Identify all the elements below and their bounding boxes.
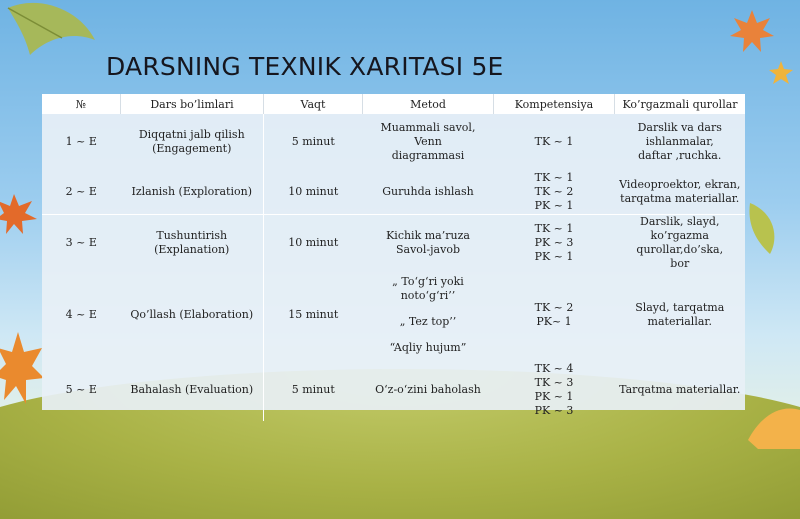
- leaf-icon: [738, 400, 800, 449]
- header-method: Metod: [363, 94, 494, 114]
- table-row: [42, 215, 745, 272]
- cell-competency: TK ~ 1 PK ~ 3 PK ~ 1: [534, 222, 574, 263]
- cell-tools: Videoproektor, ekran, tarqatma materiallar.: [615, 170, 746, 215]
- cell-method: Guruhda ishlash: [363, 170, 494, 215]
- lesson-plan-table: [42, 94, 745, 417]
- table-row: [42, 271, 745, 359]
- cell-method: O‘z-o‘zini baholash: [375, 383, 481, 396]
- table-row: [42, 359, 745, 421]
- cell-number: 3 ~ E: [65, 236, 97, 249]
- cell-number: 2 ~ E: [42, 170, 121, 215]
- cell-number: 5 ~ E: [65, 383, 97, 396]
- header-tools: Ko’rgazmali qurollar: [615, 94, 746, 114]
- cell-competency: TK ~ 1 TK ~ 2 PK ~ 1: [494, 170, 615, 215]
- cell-time: 5 minut: [291, 383, 335, 396]
- cell-time: 10 minut: [288, 236, 339, 249]
- cell-section: Bahalash (Evaluation): [121, 359, 264, 421]
- cell-section: Izlanish (Exploration): [121, 170, 264, 215]
- cell-section: Qo’llash (Elaboration): [121, 271, 264, 359]
- cell-method: Muammali savol, Venn diagrammasi: [380, 121, 476, 162]
- cell-method: „ To‘g‘ri yoki noto‘g‘ri’’ „ Tez top’’ “Aqliy hujum”: [389, 275, 467, 354]
- cell-tools: Darslik, slayd, ko’rgazma qurollar,do’ska, bor: [636, 215, 724, 270]
- table-row: [42, 114, 745, 170]
- header-section: Dars bo’limlari: [121, 94, 264, 114]
- cell-tools: Slayd, tarqatma materiallar.: [635, 301, 725, 328]
- cell-time: 15 minut: [288, 308, 339, 321]
- cell-number: 4 ~ E: [65, 308, 97, 321]
- cell-number: 1 ~ E: [65, 135, 97, 148]
- cell-time: 10 minut: [264, 170, 363, 215]
- header-time: Vaqt: [264, 94, 363, 114]
- cell-section: Diqqatni jalb qilish (Engagement): [121, 114, 264, 170]
- maple-leaf-icon: [0, 192, 40, 236]
- leaf-icon: [0, 0, 110, 60]
- table-header-row: [42, 94, 745, 114]
- cell-competency: TK ~ 2 PK~ 1: [534, 301, 574, 328]
- cell-method: Kichik ma’ruza Savol-javob: [386, 229, 470, 256]
- cell-tools: Tarqatma materiallar.: [619, 383, 741, 396]
- table-row: [42, 170, 745, 215]
- page-title: DARSNING TEXNIK XARITASI 5E: [106, 52, 504, 81]
- leaf-icon: [745, 198, 785, 258]
- cell-competency: TK ~ 1: [534, 135, 574, 148]
- header-competency: Kompetensiya: [494, 94, 615, 114]
- maple-leaf-icon: [730, 8, 775, 58]
- star-leaf-icon: [768, 60, 794, 86]
- cell-section: Tushuntirish (Explanation): [121, 215, 264, 272]
- maple-leaf-icon: [0, 330, 46, 410]
- cell-competency: TK ~ 4 TK ~ 3 PK ~ 1 PK ~ 3: [534, 362, 574, 417]
- cell-tools: Darslik va dars ishlanmalar, daftar ,ruchka.: [637, 121, 722, 162]
- header-number: №: [42, 94, 121, 114]
- cell-time: 5 minut: [291, 135, 335, 148]
